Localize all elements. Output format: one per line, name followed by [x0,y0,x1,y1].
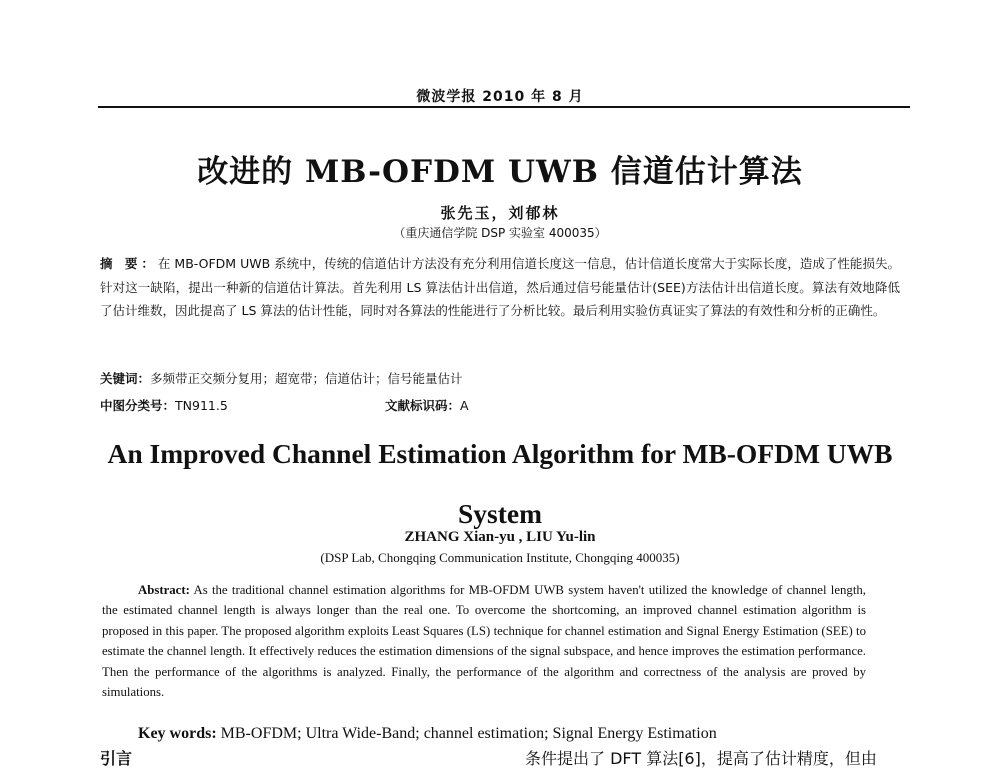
running-head: 微波学报 2010 年 8 月 [416,89,584,105]
english-authors: ZHANG Xian-yu , LIU Yu-lin [404,529,596,545]
header-rule [98,106,910,108]
english-abstract-text: As the traditional channel estimation algorithms for MB-OFDM UWB system haven't utilized the knowledge of channel length, the estimated channel length is always longer than the real one. To overcome the shortcoming, an improved channel estimation algorithm is proposed in this paper. The proposed algorithm exploits Least Squares (LS) technique for channel estimation and Signal Energy Estimation (SEE) to estimate the channel length. It effectively reduces the estimation dimensions of the signal subspace, and hence improves the estimation performance. Then the performance of the algorithms is analyzed. Finally, the performance of the algorithm and correctness of the analysis are proved by simulations. [102,583,866,700]
chinese-abstract-text: 在 MB-OFDM UWB 系统中，传统的信道估计方法没有充分利用信道长度这一信息，估计信道长度常大于实际长度，造成了性能损失。针对这一缺陷，提出一种新的信道估计算法。首先利用 LS 算法估计出信道，然后通过信号能量估计(SEE)方法估计出信道长度。算法有效地降低了估计维数，因此提高了 LS 算法的估计性能，同时对各算法的性能进行了分析比较。最后利用实验仿真证实了算法的有效性和分析的正确性。 [100,256,900,318]
chinese-keywords [100,369,900,387]
chinese-keywords-label: 关键词： [100,371,151,386]
english-affiliation: (DSP Lab, Chongqing Communication Institute, Chongqing 400035) [320,550,680,565]
chinese-abstract [100,252,900,323]
english-title-line1: An Improved Channel Estimation Algorithm for MB-OFDM UWB [107,438,893,469]
chinese-keywords-text: 多频带正交频分复用；超宽带；信道估计；信号能量估计 [150,371,463,386]
english-keywords [138,725,717,743]
body-text-fragment: 条件提出了 DFT 算法[6]，提高了估计精度，但由 [525,749,877,768]
chinese-abstract-label: 摘 要： [100,256,158,271]
chinese-affiliation: （重庆通信学院 DSP 实验室 400035） [393,226,607,240]
chinese-title: 改进的 MB-OFDM UWB 信道估计算法 [197,154,803,190]
introduction-heading: 引言 [100,749,133,768]
document-code-label: 文献标识码： [385,398,461,413]
english-abstract [102,580,866,702]
classification-value: TN911.5 [175,398,228,413]
english-keywords-text: MB-OFDM; Ultra Wide-Band; channel estimation; Signal Energy Estimation [216,725,717,742]
english-keywords-label: Key words: [138,725,217,742]
english-abstract-label: Abstract: [138,583,190,597]
english-title-line2: System [457,498,543,529]
chinese-authors: 张先玉，刘郁林 [440,204,560,222]
document-code-value: A [460,398,469,413]
english-title [0,424,1000,544]
classification-label: 中图分类号： [100,398,176,413]
document-code [385,396,469,414]
classification-number [100,396,228,414]
